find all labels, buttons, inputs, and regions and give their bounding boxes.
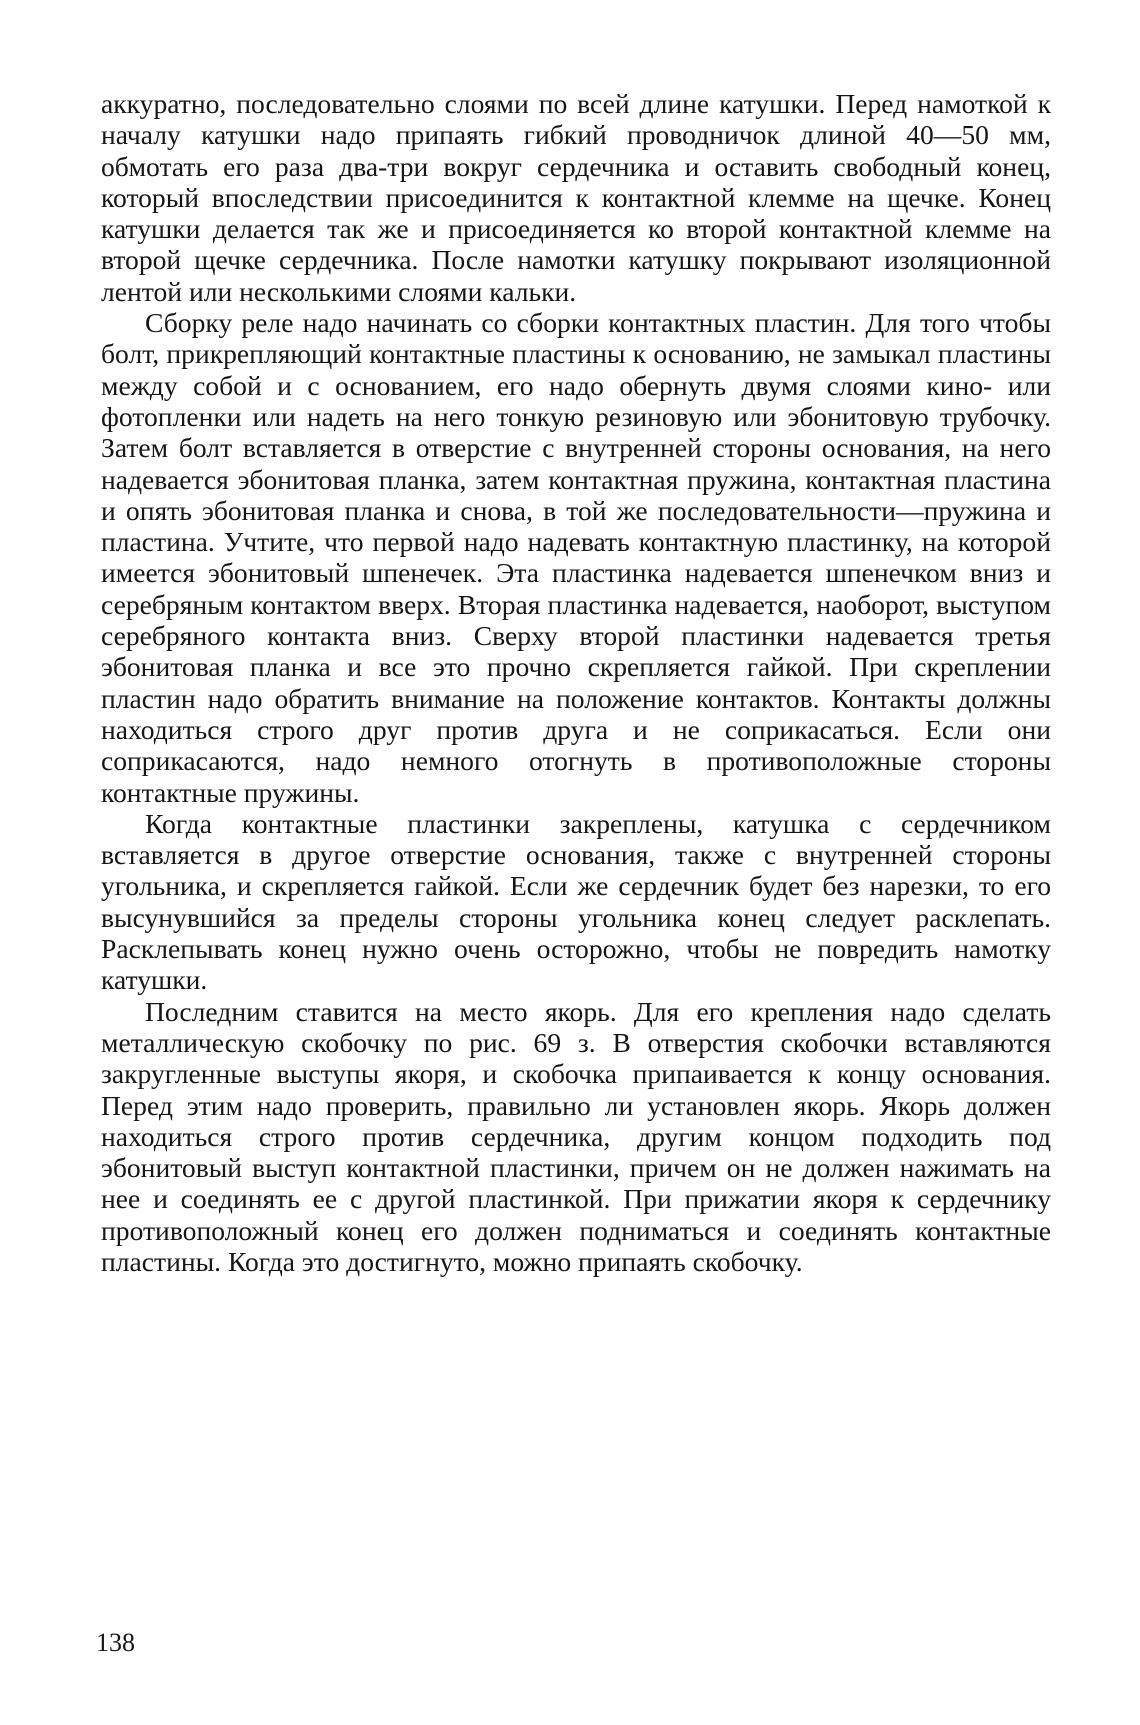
- paragraph-3: Когда контактные пластинки закреплены, катушка с сердечником вставляется в другое отверстие основания, также с внутренней стороны угольника, и скрепляется гайкой. Если же сердечник будет без нарезки, то его высунувшийся за пределы стороны угольника конец следует расклепать. Расклепывать конец нужно очень осторожно, чтобы не повредить намотку катушки.: [101, 807, 1051, 996]
- page-number: 138: [96, 1628, 135, 1657]
- body-text: [101, 88, 1051, 1277]
- paragraph-4: Последним ставится на место якорь. Для его крепления надо сделать металлическую скобочку по рис. 69 з. В отверстия скобочки вставляются закругленные выступы якоря, и скобочка припаивается к концу основания. Перед этим надо проверить, правильно ли установлен якорь. Якорь должен находиться строго против сердечника, другим концом подходить под эбонитовый выступ контактной пластинки, причем он не должен нажимать на нее и соединять ее с другой пластинкой. При прижатии якоря к сердечнику противоположный конец его должен подниматься и соединять контактные пластины. Когда это достигнуто, можно припаять скобочку.: [101, 995, 1051, 1277]
- paragraph-1: аккуратно, последовательно слоями по всей длине катушки. Перед намоткой к началу катушки надо припаять гибкий проводничок длиной 40—50 мм, обмотать его раза два-три вокруг сердечника и оставить свободный конец, который впоследствии присоединится к контактной клемме на щечке. Конец катушки делается так же и присоединяется ко второй контактной клемме на второй щечке сердечника. После намотки катушку покрывают изоляционной лентой или несколькими слоями кальки.: [101, 88, 1051, 307]
- paragraph-2: Сборку реле надо начинать со сборки контактных пластин. Для того чтобы болт, прикрепляющий контактные пластины к основанию, не замыкал пластины между собой и с основанием, его надо обернуть двумя слоями кино- или фотопленки или надеть на него тонкую резиновую или эбонитовую трубочку. Затем болт вставляется в отверстие с внутренней стороны основания, на него надевается эбонитовая планка, затем контактная пружина, контактная пластина и опять эбонитовая планка и снова, в той же последовательности—пружина и пластина. Учтите, что первой надо надевать контактную пластинку, на которой имеется эбонитовый шпенечек. Эта пластинка надевается шпенечком вниз и серебряным контактом вверх. Вторая пластинка надевается, наоборот, выступом серебряного контакта вниз. Сверху второй пластинки надевается третья эбонитовая планка и все это прочно скрепляется гайкой. При скреплении пластин надо обратить внимание на положение контактов. Контакты должны находиться строго друг против друга и не соприкасаться. Если они соприкасаются, надо немного отогнуть в противоположные стороны контактные пружины.: [101, 307, 1051, 808]
